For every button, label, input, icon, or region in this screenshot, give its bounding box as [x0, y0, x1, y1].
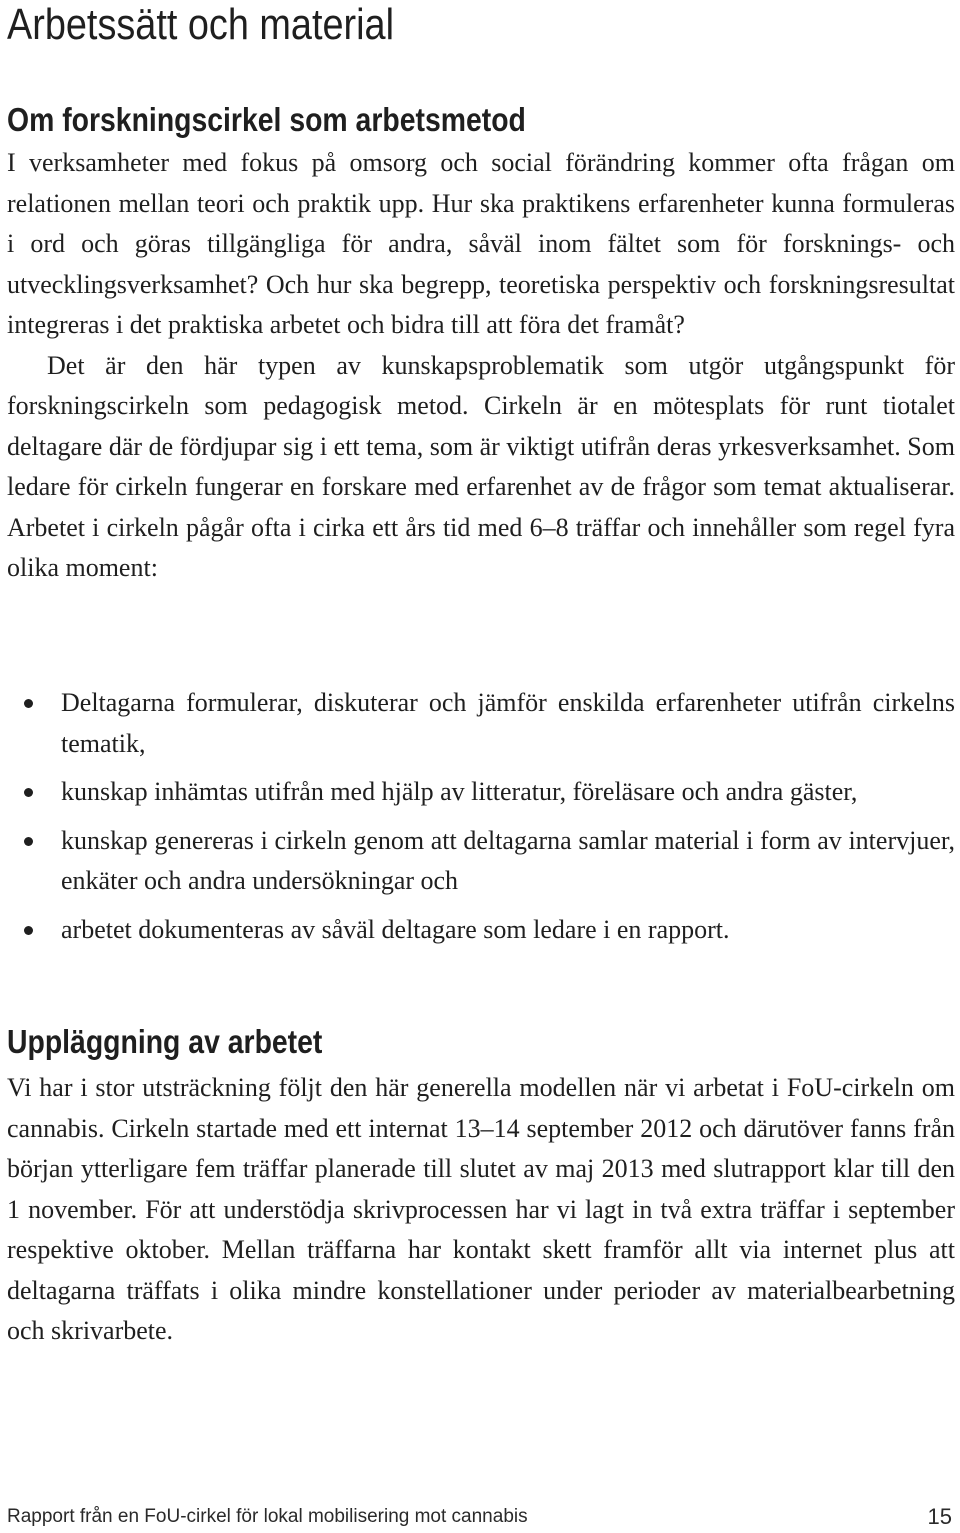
paragraph-setup: Vi har i stor utsträckning följt den här generella modellen när vi arbetat i FoU-cirkeln om cannabis. Cirkeln startade med ett internat 13–14 september 2012 och därutöver fanns från början ytterligare fem träffar planerade till slutet av maj 2013 med slutrapport klar till den 1 november. För att understödja skrivprocessen har vi lagt in två extra träffar i september respektive oktober. Mellan träffarna har kontakt skett framför allt via internet plus att deltagarna träffats i olika mindre konstellationer under perioder av materialbearbetning och skrivarbete.: [7, 1073, 955, 1345]
list-item: [7, 683, 955, 764]
section-body-setup: [7, 1068, 955, 1352]
paragraph-circle-description: Det är den här typen av kunskapsproblematik som utgör utgångspunkt för forskningscirkeln som pedagogisk metod. Cirkeln är en mötesplats för runt tiotalet deltagare där de fördjupar sig i ett tema, som är viktigt utifrån deras yrkesverksamhet. Som ledare för cirkeln fungerar en forskare med erfarenhet av de frågor som temat aktualiserar. Arbetet i cirkeln pågår ofta i cirka ett års tid med 6–8 träffar och innehåller som regel fyra olika moment:: [7, 350, 955, 582]
bullet-icon: [24, 788, 33, 797]
list-item-text: kunskap genereras i cirkeln genom att deltagarna samlar material i form av intervjuer, enkäter och andra undersökningar och: [61, 825, 955, 895]
paragraph-intro: I verksamheter med fokus på omsorg och social förändring kommer ofta frågan om relationen mellan teori och praktik upp. Hur ska praktikens erfarenheter kunna formuleras i ord och göras tillgängliga för andra, såväl inom fältet som för forsknings- och utvecklingsverksamhet? Och hur ska begrepp, teoretiska perspektiv och forskningsresultat integreras i det praktiska arbetet och bidra till att föra det framåt?: [7, 148, 955, 339]
moments-list: [7, 683, 955, 958]
page-number: 15: [927, 1504, 952, 1529]
list-item-text: arbetet dokumenteras av såväl deltagare som ledare i en rapport.: [61, 914, 730, 944]
list-item-text: Deltagarna formulerar, diskuterar och jämför enskilda erfarenheter utifrån cirkelns tematik,: [61, 688, 955, 758]
list-item: [7, 772, 955, 813]
section-heading-setup: Uppläggning av arbetet: [7, 1023, 323, 1060]
footer-publication-title: Rapport från en FoU-cirkel för lokal mobilisering mot cannabis: [7, 1506, 528, 1527]
list-item: [7, 910, 955, 951]
section-body-method: [7, 143, 955, 589]
section-heading-method: Om forskningscirkel som arbetsmetod: [7, 101, 526, 138]
page-title: Arbetssätt och material: [7, 0, 394, 49]
list-item: [7, 821, 955, 902]
list-item-text: kunskap inhämtas utifrån med hjälp av litteratur, föreläsare och andra gäster,: [61, 777, 858, 806]
bullet-icon: [24, 837, 33, 846]
bullet-icon: [24, 699, 33, 708]
bullet-icon: [24, 926, 33, 935]
